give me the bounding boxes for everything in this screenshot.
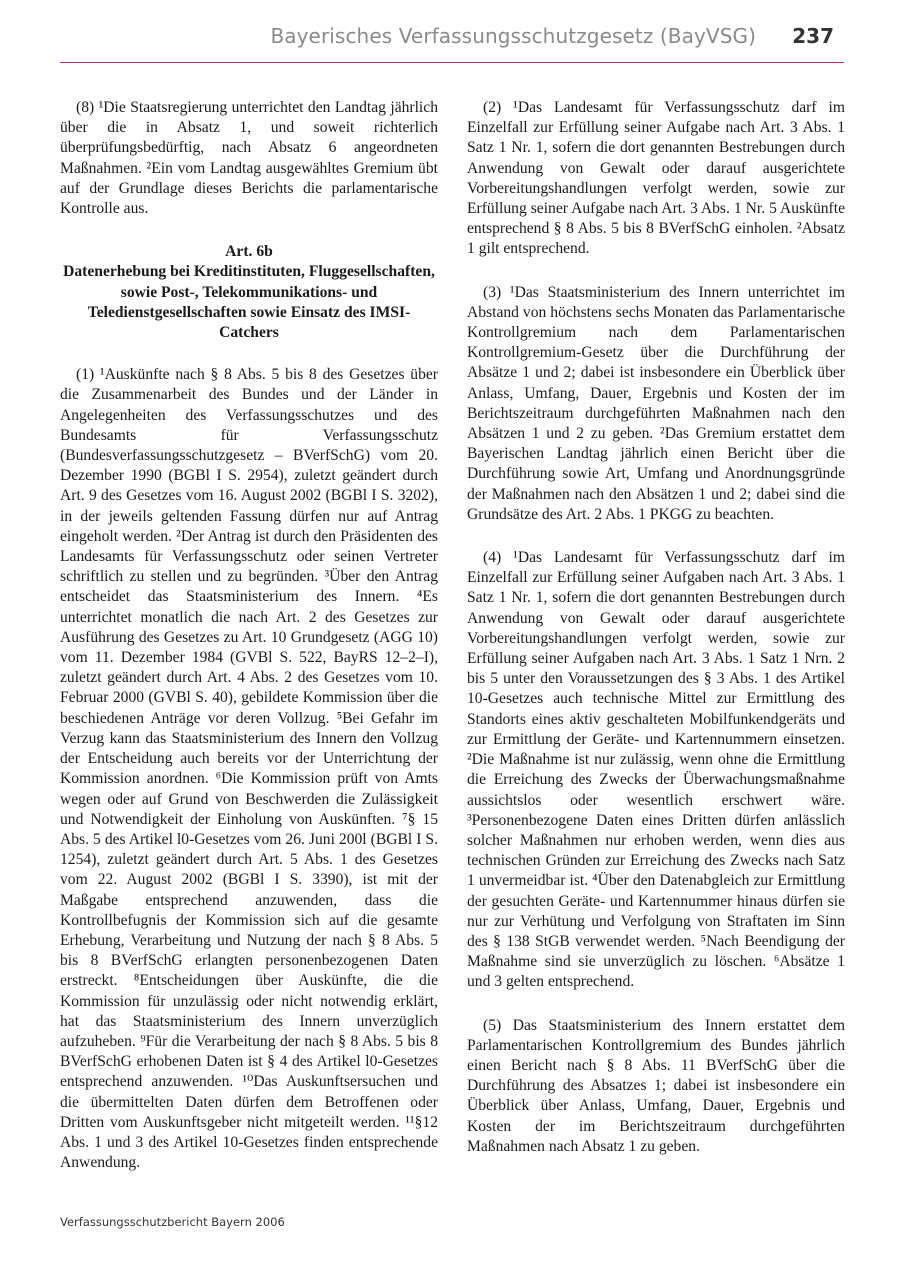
paragraph-8: (8) ¹Die Staatsregierung unterrichtet den Landtag jährlich über die in Absatz 1, und soweit richterlich überprüfungsbedürftig, nach Absatz 6 angeordneten Maßnahmen. ²Ein vom Landtag ausgewähltes Gremium übt auf der Grundlage dieses Berichts die parlamentarische Kontrolle aus.: [60, 99, 438, 218]
running-title: Bayerisches Verfassungsschutzgesetz (BayVSG): [270, 24, 756, 48]
article-title: Datenerhebung bei Kreditinstituten, Fluggesellschaften, sowie Post-, Telekommunikations- und Teledienstgesellschaften sowie Einsatz des IMSI-Catchers: [63, 263, 435, 342]
header-divider: [60, 62, 844, 63]
paragraph-5: (5) Das Staatsministerium des Innern erstattet dem Parlamentarischen Kontrollgremium des Bundes jährlich einen Bericht nach § 8 Abs. 11 BVerfSchG über die Durchführung des Absatzes 1; dabei ist insbesondere ein Überblick über Anlass, Umfang, Dauer, Ergebnis und Kosten der im Berichtszeitraum durchgeführten Maßnahmen nach Absatz 1 zu geben.: [467, 1016, 845, 1155]
page-header: [0, 0, 900, 70]
left-column: [60, 98, 438, 1196]
paragraph-4: (4) ¹Das Landesamt für Verfassungsschutz darf im Einzelfall zur Erfüllung seiner Aufgaben nach Art. 3 Abs. 1 Satz 1 Nr. 1, sofern die dort genannten Bestrebungen durch Anwendung von Gewalt oder darauf ausgerichtete Vorbereitungshandlungen verfolgt werden, sowie zur Erfüllung seiner Aufgaben nach Art. 3 Abs. 1 Satz 1 Nrn. 2 bis 5 unter den Voraussetzungen des § 3 Abs. 1 des Artikel 10-Gesetzes auch technische Mittel zur Ermittlung des Standorts eines aktiv geschalteten Mobilfunkendgeräts und zur Ermittlung der Geräte- und Kartennummern einsetzen. ²Die Maßnahme ist nur zulässig, wenn ohne die Ermittlung die Erreichung des Zwecks der Überwachungsmaßnahme aussichtslos oder wesentlich erschwert wäre. ³Personenbezogene Daten eines Dritten dürfen anlässlich solcher Maßnahmen nur erhoben werden, wenn dies aus technischen Gründen zur Erreichung des Zwecks nach Satz 1 unvermeidbar ist. ⁴Über den Datenabgleich zur Ermittlung der gesuchten Geräte- und Kartennummer hinaus dürfen sie nur zur Verhütung und Verfolgung von Straftaten im Sinn des § 138 StGB verwendet werden. ⁵Nach Beendigung der Maßnahme sind sie unverzüglich zu löschen. ⁶Absätze 1 und 3 gelten entsprechend.: [467, 549, 845, 991]
page-number: 237: [792, 24, 834, 48]
article-heading: [60, 242, 438, 343]
page-footer: Verfassungsschutzbericht Bayern 2006: [60, 1215, 285, 1229]
paragraph-1: (1) ¹Auskünfte nach § 8 Abs. 5 bis 8 des Gesetzes über die Zusammenarbeit des Bundes und der Länder in Angelegenheiten des Verfassungsschutzes und des Bundesamts für Verfassungsschutz (Bundesverfassungsschutzgesetz – BVerfSchG) vom 20. Dezember 1990 (BGBl I S. 2954), zuletzt geändert durch Art. 9 des Gesetzes vom 16. August 2002 (BGBl I S. 3202), in der jeweils geltenden Fassung dürfen nur auf Antrag eingeholt werden. ²Der Antrag ist durch den Präsidenten des Landesamts für Verfassungsschutz oder seinen Vertreter schriftlich zu stellen und zu begründen. ³Über den Antrag entscheidet das Staatsministerium des Innern. ⁴Es unterrichtet monatlich die nach Art. 2 des Gesetzes zur Ausführung des Gesetzes zu Art. 10 Grundgesetz (AGG 10) vom 11. Dezember 1984 (GVBl S. 522, BayRS 12–2–I), zuletzt geändert durch Art. 4 Abs. 2 des Gesetzes vom 10. Februar 2000 (GVBl S. 40), gebildete Kommission über die beschiedenen Anträge vor deren Vollzug. ⁵Bei Gefahr im Verzug kann das Staatsministerium des Innern den Vollzug der Entscheidung auch bereits vor der Unterrichtung der Kommission anordnen. ⁶Die Kommission prüft von Amts wegen oder auf Grund von Beschwerden die Zulässigkeit und Notwendigkeit der Einholung von Auskünften. ⁷§ 15 Abs. 5 des Artikel l0-Gesetzes vom 26. Juni 200l (BGBl I S. 1254), zuletzt geändert durch Art. 5 Abs. 1 des Gesetzes vom 22. August 2002 (BGBl I S. 3390), ist mit der Maßgabe entsprechend anzuwenden, dass die Kontrollbefugnis der Kommission sich auf die gesamte Erhebung, Verarbeitung und Nutzung der nach § 8 Abs. 5 bis 8 BVerfSchG erlangten personenbezogenen Daten erstreckt. ⁸Entscheidungen über Auskünfte, die die Kommission für unzulässig oder nicht notwendig erklärt, hat das Staatsministerium des Innern unverzüglich aufzuheben. ⁹Für die Verarbeitung der nach § 8 Abs. 5 bis 8 BVerfSchG erhobenen Daten ist § 4 des Artikel l0-Gesetzes entsprechend anzuwenden. ¹⁰Das Auskunftsersuchen und die übermittelten Daten dürfen dem Betroffenen oder Dritten vom Auskunftsgeber nicht mitgeteilt werden. ¹¹§12 Abs. 1 und 3 des Artikel 10-Gesetzes finden entsprechende Anwendung.: [60, 366, 438, 1172]
right-column: [467, 98, 845, 1180]
article-number: Art. 6b: [225, 243, 273, 261]
paragraph-3: (3) ¹Das Staatsministerium des Innern unterrichtet im Abstand von höchstens sechs Monaten das Parlamentarische Kontrollgremium nach dem Parlamentarischen Kontrollgremium-Gesetz über die Durchführung der Absätze 1 und 2; dabei ist insbesondere ein Überblick über Anlass, Umfang, Dauer, Ergebnis und Kosten der im Berichtszeitraum durchgeführten Maßnahmen nach den Absätzen 1 und 2 zu geben. ²Das Gremium erstattet dem Bayerischen Landtag jährlich einen Bericht über die Durchführung sowie Art, Umfang und Anordnungsgründe der Maßnahmen nach den Absätzen 1 und 2; dabei sind die Grundsätze des Art. 2 Abs. 1 PKGG zu beachten.: [467, 283, 845, 523]
paragraph-2: (2) ¹Das Landesamt für Verfassungsschutz darf im Einzelfall zur Erfüllung seiner Aufgabe nach Art. 3 Abs. 1 Satz 1 Nr. 1, sofern die dort genannten Bestrebungen durch Anwendung von Gewalt oder darauf ausgerichtete Vorbereitungshandlungen verfolgt werden, sowie zur Erfüllung seiner Aufgabe nach Art. 3 Abs. 1 Nr. 5 Auskünfte entsprechend § 8 Abs. 5 bis 8 BVerfSchG einholen. ²Absatz 1 gilt entsprechend.: [467, 99, 845, 258]
